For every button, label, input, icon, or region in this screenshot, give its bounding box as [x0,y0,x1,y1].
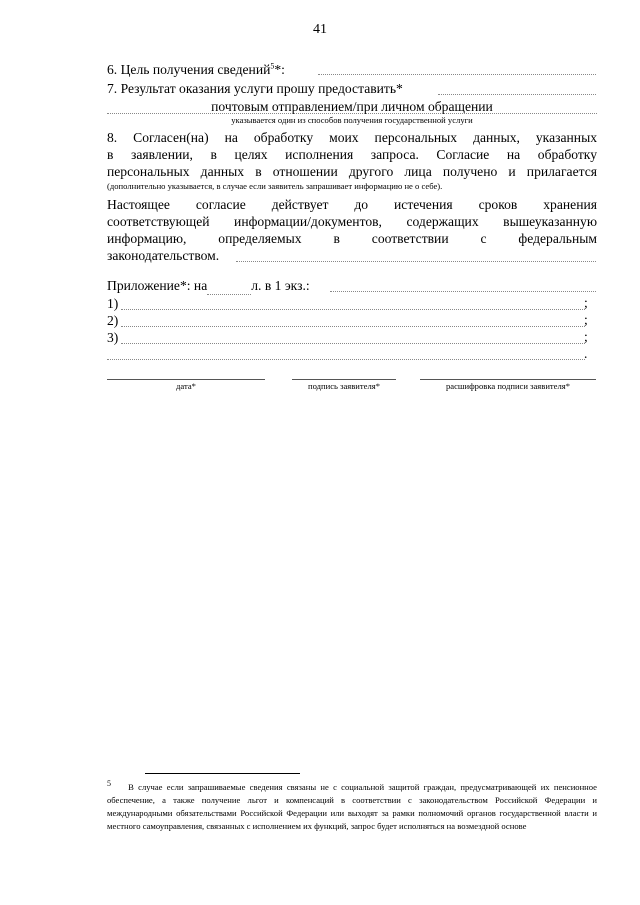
purpose-field[interactable] [318,74,596,75]
attachment-header-fill [330,291,596,292]
footnote-text: В случае если запрашиваемые сведения связаны не с социальной защитой граждан, предусматривающей их пенсионное обеспечение, а также получение льгот и компенсаций в соответствии с законодательством Российской Федерации и международными обязательствами Российской Федерации или выходят за рамки полномочий органов государственной власти и местного самоуправления, связанных с исполнением их функций, запрос будет исполняться на возмездной основе [107,782,598,831]
attachment-item-1-label: 1) [107,296,119,311]
attachment-end-period: . [584,346,588,361]
consent-line-2: соответствующей информации/документов, содержащих вышеуказанную [107,214,597,229]
footnote-marker: 5 [107,779,111,789]
item-8-note: (дополнительно указывается, в случае если заявитель запрашивает информацию не о себе). [107,181,443,191]
item-7-result-label: 7. Результат оказания услуги прошу предоставить* [107,81,403,96]
result-method-caption: указывается один из способов получения государственной услуги [231,115,473,125]
item-8-line-2: в заявлении, в целях исполнения запроса. Согласие на обработку [107,147,597,162]
attachment-count-suffix: л. в 1 экз.: [251,278,310,293]
consent-fill-line [236,261,596,262]
date-line[interactable] [107,379,265,380]
item-6-label: 6. Цель получения сведений [107,62,271,77]
attachment-label: Приложение*: на [107,278,208,293]
signature-caption: подпись заявителя* [307,381,381,391]
date-caption: дата* [176,381,196,391]
result-method-field [107,113,597,114]
attachment-item-1-field[interactable] [121,309,585,310]
item-6-purpose [107,61,285,78]
item-8-line-3: персональных данных в отношении другого лица получено и прилагается [107,164,597,179]
footnote-separator [145,773,300,774]
consent-line-3: информацию, определяемых в соответствии с федеральным [107,231,597,246]
item-6-suffix: *: [274,62,285,77]
attachment-item-3-label: 3) [107,330,119,345]
footnote [107,781,597,833]
result-method-value[interactable]: почтовым отправлением/при личном обращении [211,99,493,114]
signature-decode-caption: расшифровка подписи заявителя* [445,381,571,391]
attachment-item-2-field[interactable] [121,326,585,327]
attachment-item-2-label: 2) [107,313,119,328]
consent-line-4: законодательством. [107,248,220,263]
attachment-item-3-semicolon: ; [584,329,588,344]
signature-decode-line[interactable] [420,379,596,380]
attachment-item-2-semicolon: ; [584,312,588,327]
page-number: 41 [313,22,327,37]
attachment-extra-field[interactable] [107,359,585,360]
result-extra-field[interactable] [438,94,596,95]
item-8-line-1: 8. Согласен(на) на обработку моих персональных данных, указанных [107,130,597,145]
footnote-ref: 5 [270,61,275,71]
attachment-header [107,277,310,295]
attachment-item-3-field[interactable] [121,343,585,344]
signature-line[interactable] [292,379,396,380]
consent-line-1: Настоящее согласие действует до истечения сроков хранения [107,197,597,212]
attachment-page-count-field[interactable] [207,277,251,295]
attachment-item-1-semicolon: ; [584,295,588,310]
